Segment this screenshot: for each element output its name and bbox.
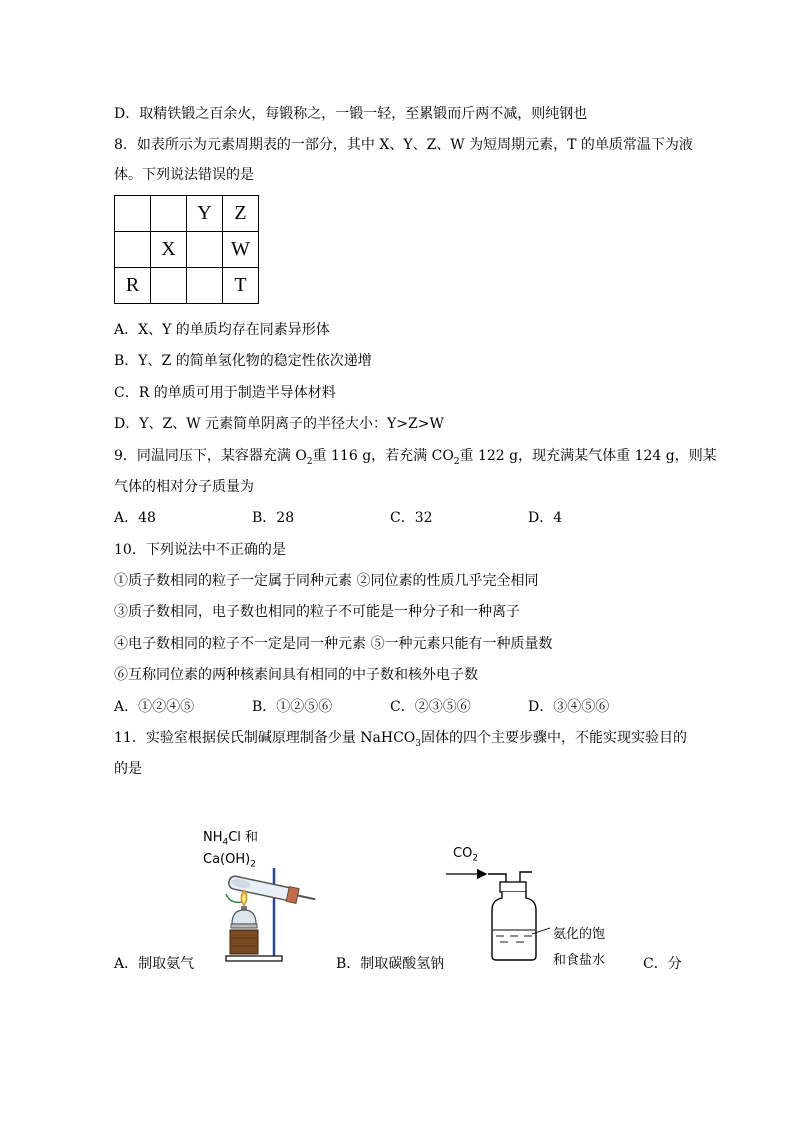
q11-option-b-label: B．制取碳酸氢钠	[336, 956, 445, 972]
q8-stem-line1: 8．如表所示为元素周期表的一部分，其中 X、Y、Z、W 为短周期元素，T 的单质常温下为液	[114, 137, 693, 153]
cell: Z	[223, 196, 259, 232]
q11-option-c-label: C．分	[643, 956, 682, 972]
q10-option-a: A．①②④⑤	[114, 699, 195, 715]
q10-statement-4-5: ④电子数相同的粒子不一定是同一种元素 ⑤一种元素只能有一种质量数	[114, 636, 553, 652]
periodic-table-fragment	[114, 195, 259, 304]
cell: T	[223, 268, 259, 304]
q7-option-d: D．取精铁锻之百余火，每锻称之，一锻一轻，至累锻而斤两不减，则纯钢也	[114, 106, 588, 122]
solution-label-line2: 和食盐水	[553, 953, 606, 968]
q10-statement-3: ③质子数相同，电子数也相同的粒子不可能是一种分子和一种离子	[114, 604, 520, 620]
q9-stem-line1: 9．同温同压下，某容器充满 $O_2$重 116 g，若充满 $CO_2$重 122 g，现充满某气体重 124 g，则某	[114, 448, 717, 467]
q9-option-d: D．4	[528, 510, 563, 526]
cell	[115, 196, 151, 232]
cell: X	[151, 232, 187, 268]
q9-stem-line2: 气体的相对分子质量为	[114, 479, 254, 495]
q9-option-c: C．32	[390, 510, 433, 526]
q8-option-b: B．Y、Z 的简单氢化物的稳定性依次递增	[114, 353, 372, 369]
q8-option-d: D．Y、Z、W 元素简单阴离子的半径大小：Y>Z>W	[114, 416, 444, 432]
cell: R	[115, 268, 151, 304]
q10-statement-6: ⑥互称同位素的两种核素间具有相同的中子数和核外电子数	[114, 667, 478, 683]
q8-option-a: A．X、Y 的单质均存在同素异形体	[114, 322, 330, 338]
q10-option-d: D．③④⑤⑥	[528, 699, 610, 715]
q8-stem-line2: 体。下列说法错误的是	[114, 167, 254, 183]
q11-option-a-label: A．制取氨气	[114, 956, 195, 972]
q11-stem-line1: 11．实验室根据侯氏制碱原理制备少量 NaHCO$_3$固体的四个主要步骤中，不能实现实验目的	[114, 730, 687, 749]
co2-label: $CO_2$	[453, 846, 479, 864]
q10-option-c: C．②③⑤⑥	[390, 699, 471, 715]
solution-label-line1: 氨化的饱	[553, 927, 606, 942]
cell	[187, 232, 223, 268]
q8-option-c: C．R 的单质可用于制造半导体材料	[114, 385, 336, 401]
reagent-caoh2-label: $Ca(OH)_2$	[203, 852, 256, 870]
q11-stem-line2: 的是	[114, 761, 142, 777]
cell: Y	[187, 196, 223, 232]
cell	[115, 232, 151, 268]
q10-statement-1-2: ①质子数相同的粒子一定属于同种元素 ②同位素的性质几乎完全相同	[114, 573, 539, 589]
q10-option-b: B．①②⑤⑥	[252, 699, 333, 715]
cell	[151, 268, 187, 304]
cell	[187, 268, 223, 304]
ammonia-apparatus-diagram	[222, 868, 324, 966]
q9-option-a: A．48	[114, 510, 156, 526]
cell	[151, 196, 187, 232]
reagent-nh4cl-label: $NH_4Cl$ 和	[203, 830, 259, 848]
cell: W	[223, 232, 259, 268]
q9-option-b: B．28	[252, 510, 295, 526]
bicarbonate-apparatus-diagram	[446, 864, 550, 964]
q10-stem: 10．下列说法中不正确的是	[114, 542, 286, 558]
